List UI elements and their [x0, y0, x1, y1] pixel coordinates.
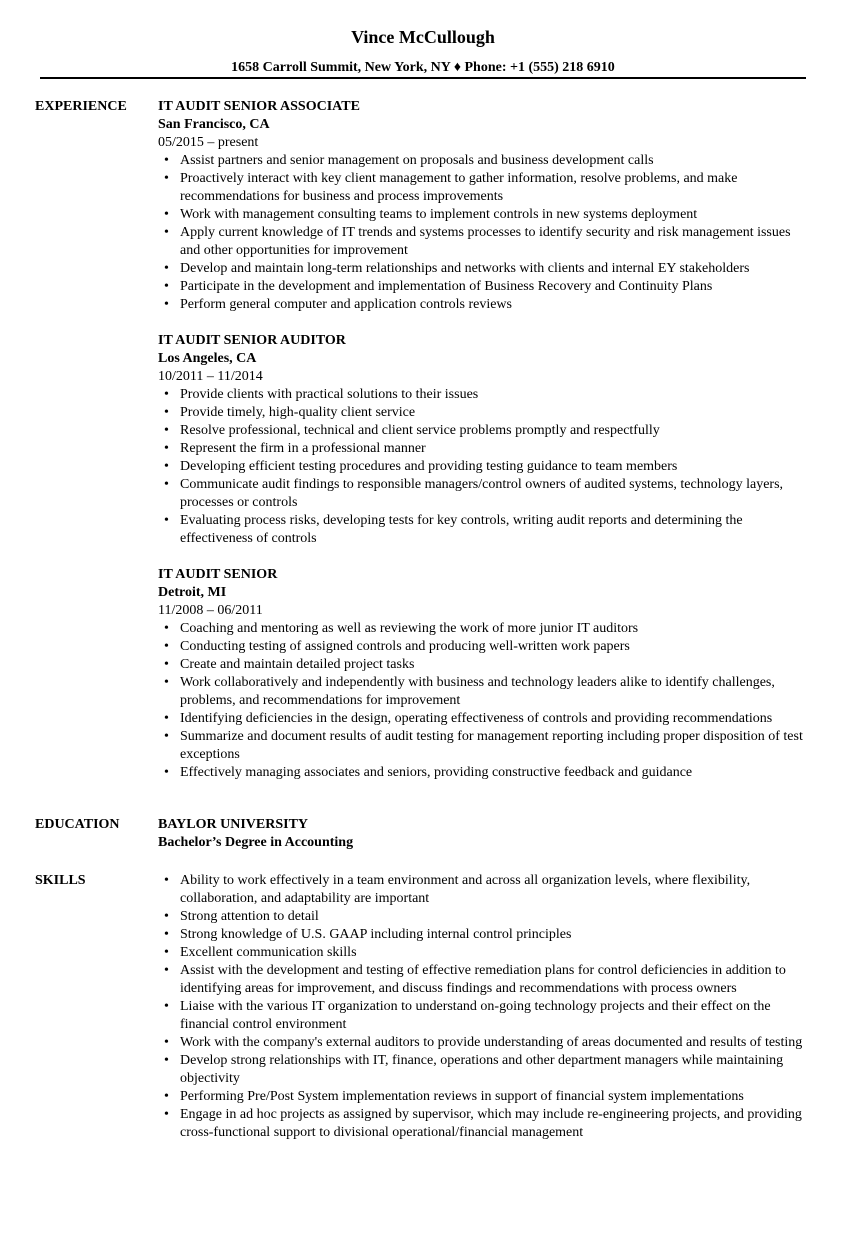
job-entry — [158, 566, 813, 782]
job-bullets — [158, 152, 813, 314]
bullet-item: • Proactively interact with key client management to gather information, resolve problems, and make recommendations for business and process improvements — [158, 170, 813, 206]
skill-item: • Strong knowledge of U.S. GAAP including internal control principles — [158, 926, 813, 944]
job-dates: 10/2011 – 11/2014 — [158, 369, 263, 384]
bullet-item: • Create and maintain detailed project tasks — [158, 656, 813, 674]
bullet-item: • Effectively managing associates and seniors, providing constructive feedback and guidance — [158, 764, 813, 782]
section-label-skills: SKILLS — [35, 873, 86, 888]
bullet-item: • Provide clients with practical solutions to their issues — [158, 386, 813, 404]
bullet-item: • Summarize and document results of audit testing for management reporting including proper disposition of test exceptions — [158, 728, 813, 764]
bullet-item: • Represent the firm in a professional manner — [158, 440, 813, 458]
bullet-item: • Coaching and mentoring as well as reviewing the work of more junior IT auditors — [158, 620, 813, 638]
school-name: BAYLOR UNIVERSITY — [158, 817, 309, 832]
bullet-item: • Perform general computer and application controls reviews — [158, 296, 813, 314]
section-label-experience: EXPERIENCE — [35, 99, 127, 114]
candidate-name: Vince McCullough — [351, 27, 495, 47]
job-bullets — [158, 386, 813, 548]
job-dates: 05/2015 – present — [158, 135, 259, 150]
bullet-item: • Evaluating process risks, developing tests for key controls, writing audit reports and determining the effectiveness of controls — [158, 512, 813, 548]
skill-item: • Excellent communication skills — [158, 944, 813, 962]
bullet-item: • Developing efficient testing procedures and providing testing guidance to team members — [158, 458, 813, 476]
skill-item: • Ability to work effectively in a team environment and across all organization levels, where flexibility, collaboration, and adaptability are important — [158, 872, 813, 908]
bullet-item: • Resolve professional, technical and client service problems promptly and respectfully — [158, 422, 813, 440]
job-title: IT AUDIT SENIOR ASSOCIATE — [158, 99, 360, 114]
job-location: Los Angeles, CA — [158, 351, 257, 366]
job-bullets — [158, 620, 813, 782]
bullet-item: • Work collaboratively and independently with business and technology leaders alike to identify challenges, problems, and recommendations for improvement — [158, 674, 813, 710]
skill-item: • Liaise with the various IT organization to understand on-going technology projects and their effect on the financial control environment — [158, 998, 813, 1034]
bullet-item: • Develop and maintain long-term relationships and networks with clients and internal EY stakeholders — [158, 260, 813, 278]
job-location: San Francisco, CA — [158, 117, 270, 132]
bullet-item: • Work with management consulting teams to implement controls in new systems deployment — [158, 206, 813, 224]
job-title: IT AUDIT SENIOR — [158, 567, 278, 582]
skill-item: • Strong attention to detail — [158, 908, 813, 926]
bullet-item: • Identifying deficiencies in the design, operating effectiveness of controls and providing recommendations — [158, 710, 813, 728]
bullet-item: • Apply current knowledge of IT trends and systems processes to identify security and risk management issues and other opportunities for improvement — [158, 224, 813, 260]
skill-item: • Engage in ad hoc projects as assigned by supervisor, which may include re-engineering projects, and providing cross-functional support to divisional operational/financial management — [158, 1106, 813, 1142]
job-entry — [158, 332, 813, 548]
skill-item: • Develop strong relationships with IT, finance, operations and other department managers while maintaining objectivity — [158, 1052, 813, 1088]
bullet-item: • Assist partners and senior management on proposals and business development calls — [158, 152, 813, 170]
skill-item: • Performing Pre/Post System implementation reviews in support of financial system implementations — [158, 1088, 813, 1106]
job-entry — [158, 98, 813, 314]
skills-list — [158, 872, 813, 1142]
job-dates: 11/2008 – 06/2011 — [158, 603, 263, 618]
degree: Bachelor’s Degree in Accounting — [158, 835, 354, 850]
contact-line: 1658 Carroll Summit, New York, NY ♦ Phone: +1 (555) 218 6910 — [231, 60, 615, 75]
skill-item: • Assist with the development and testing of effective remediation plans for control deficiencies in addition to identifying areas for improvement, and discuss findings and recommendations with process owners — [158, 962, 813, 998]
bullet-item: • Provide timely, high-quality client service — [158, 404, 813, 422]
section-label-education: EDUCATION — [35, 817, 120, 832]
skill-item: • Work with the company's external auditors to provide understanding of areas documented and results of testing — [158, 1034, 813, 1052]
resume-header — [0, 26, 846, 77]
bullet-item: • Communicate audit findings to responsible managers/control owners of audited systems, technology layers, processes or controls — [158, 476, 813, 512]
bullet-item: • Participate in the development and implementation of Business Recovery and Continuity Plans — [158, 278, 813, 296]
job-title: IT AUDIT SENIOR AUDITOR — [158, 333, 346, 348]
header-divider — [40, 77, 806, 79]
bullet-item: • Conducting testing of assigned controls and producing well-written work papers — [158, 638, 813, 656]
job-location: Detroit, MI — [158, 585, 227, 600]
